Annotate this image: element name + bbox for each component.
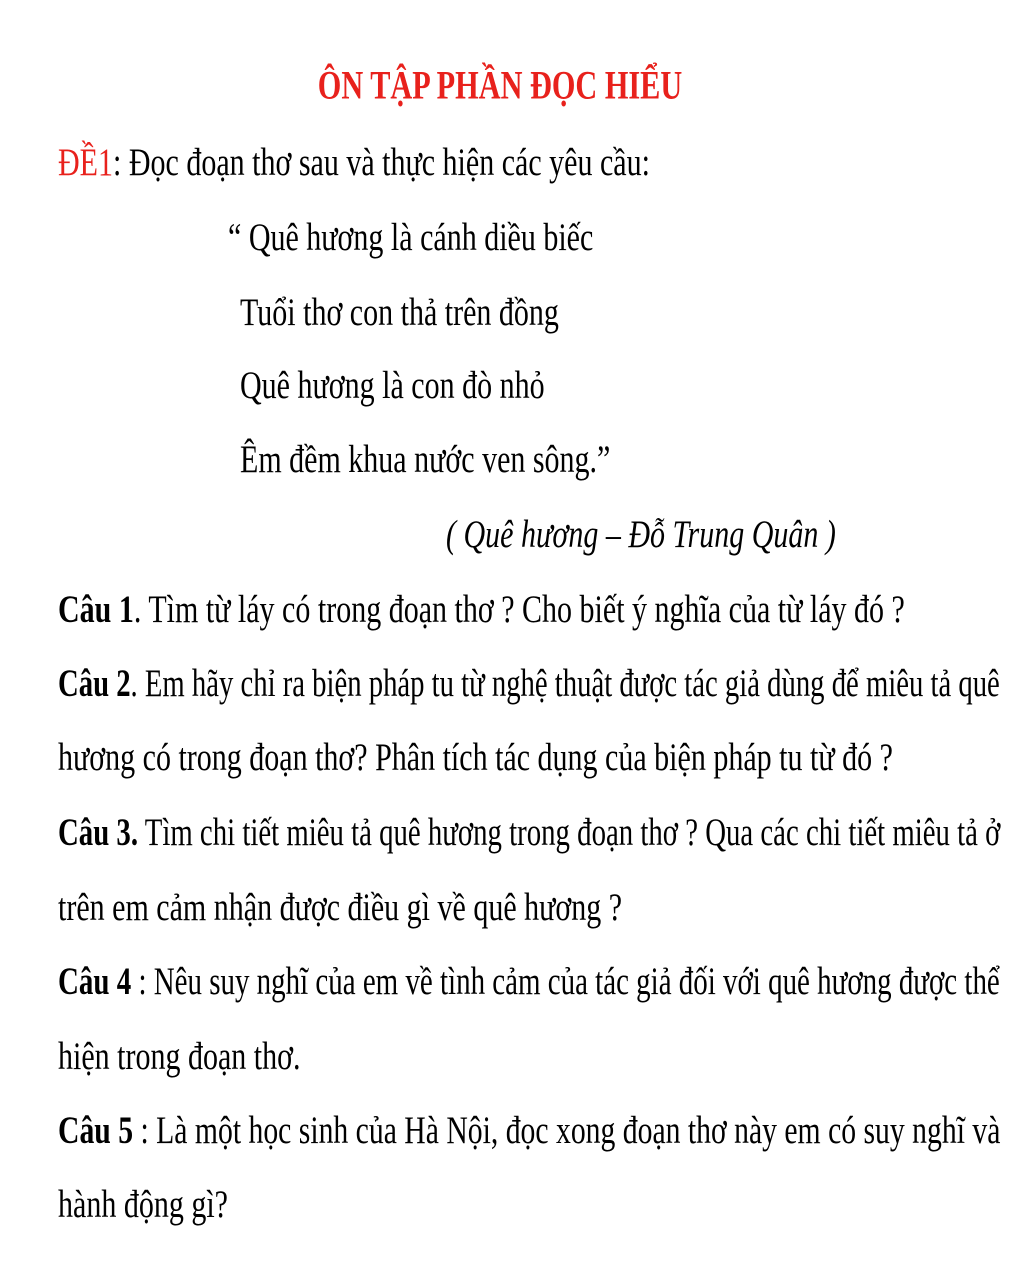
question-2-text: . Em hãy chỉ ra biện pháp tu từ nghệ thuật được tác giả dùng để miêu tả quê <box>130 662 1000 706</box>
question-3-text: Tìm chi tiết miêu tả quê hương trong đoạn thơ ? Qua các chi tiết miêu tả ở <box>138 811 1001 855</box>
question-5-continuation: hành động gì? <box>58 1183 228 1227</box>
poem-line-1: “ Quê hương là cánh diều biếc <box>228 216 594 260</box>
question-1 <box>58 587 905 634</box>
question-5-text: : Là một học sinh của Hà Nội, đọc xong đoạn thơ này em có suy nghĩ và <box>133 1109 1001 1153</box>
question-2 <box>58 661 1000 708</box>
question-4-text: : Nêu suy nghĩ của em về tình cảm của tác giả đối với quê hương được thể <box>131 960 1000 1004</box>
poem-line-2: Tuổi thơ con thả trên đồng <box>240 291 559 335</box>
document-title: ÔN TẬP PHẦN ĐỌC HIỂU <box>317 62 683 108</box>
question-5 <box>58 1108 1000 1155</box>
poem-line-3: Quê hương là con đò nhỏ <box>240 364 545 408</box>
question-1-text: . Tìm từ láy có trong đoạn thơ ? Cho biết ý nghĩa của từ láy đó ? <box>133 588 905 632</box>
question-4-continuation: hiện trong đoạn thơ. <box>58 1035 301 1079</box>
question-5-label: Câu 5 <box>58 1109 134 1153</box>
exercise-heading <box>58 140 650 187</box>
poem-line-4: Êm đềm khua nước ven sông.” <box>240 438 611 482</box>
question-1-label: Câu 1 <box>58 588 134 632</box>
exercise-label: ĐỀ1 <box>58 141 113 185</box>
question-4-label: Câu 4 <box>58 960 132 1004</box>
question-3-label: Câu 3. <box>58 811 139 855</box>
question-3 <box>58 810 1000 857</box>
question-2-label: Câu 2 <box>58 662 131 706</box>
exercise-instruction: : Đọc đoạn thơ sau và thực hiện các yêu cầu: <box>113 141 650 185</box>
poem-source: ( Quê hương – Đỗ Trung Quân ) <box>446 513 836 557</box>
question-3-continuation: trên em cảm nhận được điều gì về quê hương ? <box>58 886 623 930</box>
question-4 <box>58 959 1000 1006</box>
question-2-continuation: hương có trong đoạn thơ? Phân tích tác dụng của biện pháp tu từ đó ? <box>58 736 893 780</box>
